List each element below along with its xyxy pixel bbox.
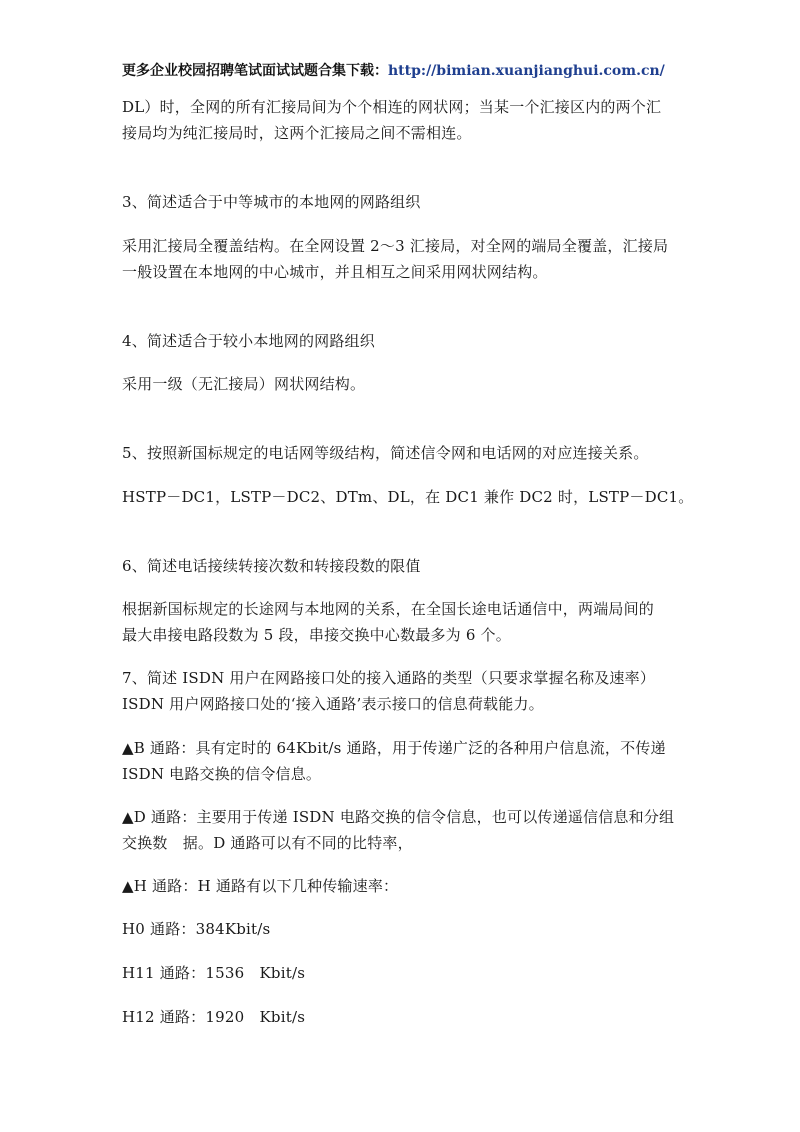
paragraph-line: 接局均为纯汇接局时，这两个汇接局之间不需相连。 xyxy=(122,124,472,142)
page-header xyxy=(122,60,665,80)
bullet-line: ▲B 通路：具有定时的 64Kbit/s 通路，用于传递广泛的各种用户信息流，不传递 xyxy=(122,739,666,757)
paragraph-line: 交换数 据。D 通路可以有不同的比特率， xyxy=(122,834,413,852)
paragraph-line: H11 通路：1536 Kbit/s xyxy=(122,964,306,982)
paragraph-line: H12 通路：1920 Kbit/s xyxy=(122,1008,306,1026)
bullet-line: ▲H 通路：H 通路有以下几种传输速率： xyxy=(122,877,399,895)
question-heading: 5、按照新国标规定的电话网等级结构，简述信令网和电话网的对应连接关系。 xyxy=(122,444,649,462)
paragraph-line: DL）时，全网的所有汇接局间为个个相连的网状网；当某一个汇接区内的两个汇 xyxy=(122,98,662,116)
paragraph-line: HSTP－DC1，LSTP－DC2、DTm、DL，在 DC1 兼作 DC2 时，LSTP－DC1。 xyxy=(122,488,694,506)
bullet-line: ▲D 通路：主要用于传递 ISDN 电路交换的信令信息，也可以传递遥信信息和分组 xyxy=(122,808,675,826)
paragraph-line: ISDN 用户网路接口处的‘接入通路’表示接口的信息荷载能力。 xyxy=(122,695,544,713)
paragraph-line: 根据新国标规定的长途网与本地网的关系，在全国长途电话通信中，两端局间的 xyxy=(122,600,655,618)
header-url-link[interactable]: http://bimian.xuanjianghui.com.cn/ xyxy=(388,63,665,79)
question-heading: 6、简述电话接续转接次数和转接段数的限值 xyxy=(122,557,421,575)
paragraph-line: 采用汇接局全覆盖结构。在全网设置 2～3 汇接局，对全网的端局全覆盖，汇接局 xyxy=(122,237,669,255)
question-heading: 4、简述适合于较小本地网的网路组织 xyxy=(122,332,375,350)
paragraph-line: H0 通路：384Kbit/s xyxy=(122,920,271,938)
paragraph-line: ISDN 电路交换的信令信息。 xyxy=(122,765,322,783)
paragraph-line: 最大串接电路段数为 5 段，串接交换中心数最多为 6 个。 xyxy=(122,626,511,644)
question-heading: 3、简述适合于中等城市的本地网的网路组织 xyxy=(122,193,421,211)
header-text: 更多企业校园招聘笔试面试试题合集下载： xyxy=(122,63,388,79)
question-heading: 7、简述 ISDN 用户在网路接口处的接入通路的类型（只要求掌握名称及速率） xyxy=(122,669,656,687)
paragraph-line: 采用一级（无汇接局）网状网结构。 xyxy=(122,375,366,393)
paragraph-line: 一般设置在本地网的中心城市，并且相互之间采用网状网结构。 xyxy=(122,263,548,281)
